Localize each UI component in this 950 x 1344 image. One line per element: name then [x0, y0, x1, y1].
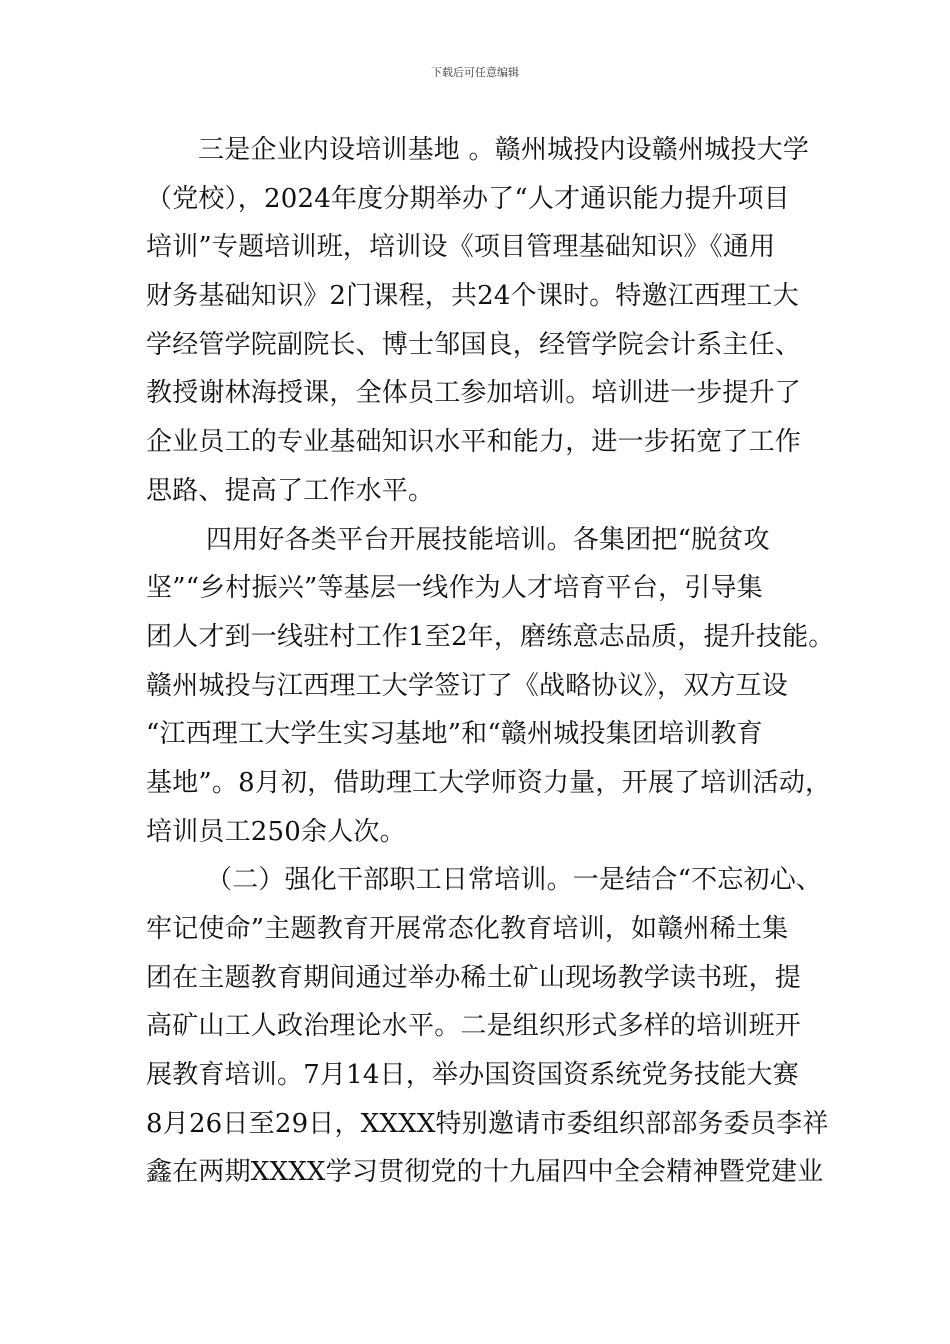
- text-line: 四用好各类平台开展技能培训。各集团把“脱贫攻: [206, 524, 770, 555]
- text-line: 培训”专题培训班，培训设《项目管理基础知识》《通用: [146, 232, 776, 263]
- text-line: 展教育培训。7月14日，举办国资国资系统党务技能大赛: [146, 1060, 799, 1091]
- text-line: 教授谢林海授课，全体员工参加培训。培训进一步提升了: [146, 378, 802, 409]
- text-line: 团人才到一线驻村工作1至2年，磨练意志品质，提升技能。: [146, 621, 835, 652]
- text-line: 团在主题教育期间通过举办稀土矿山现场教学读书班，提: [146, 962, 802, 993]
- text-line: 鑫在两期XXXX学习贯彻党的十九届四中全会精神暨党建业: [146, 1157, 824, 1188]
- text-line: 三是企业内设培训基地 。赣州城投内设赣州城投大学: [198, 135, 810, 165]
- text-line: 坚”“乡村振兴”等基层一线作为人才培育平台，引导集: [146, 573, 763, 604]
- text-line: 基地”。8月初，借助理工大学师资力量，开展了培训活动，: [146, 767, 832, 798]
- page-header: 下载后可任意编辑: [431, 66, 519, 79]
- text-line: 8月26日至29日，XXXX特别邀请市委组织部部务委员李祥: [146, 1108, 829, 1139]
- text-line: 高矿山工人政治理论水平。二是组织形式多样的培训班开: [146, 1011, 802, 1042]
- text-line: 牢记使命”主题教育开展常态化教育培训，如赣州稀土集: [146, 914, 789, 944]
- text-line: 学经管学院副院长、博士邹国良，经管学院会计系主任、: [146, 329, 802, 360]
- text-line: 企业员工的专业基础知识水平和能力，进一步拓宽了工作: [146, 427, 802, 458]
- text-line: “江西理工大学生实习基地”和“赣州城投集团培训教育: [146, 719, 763, 750]
- text-line: 培训员工250余人次。: [146, 816, 406, 847]
- text-line: 财务基础知识》2门课程，共24个课时。特邀江西理工大: [146, 281, 799, 312]
- document-body: [146, 126, 835, 1197]
- text-line: （二）强化干部职工日常培训。一是结合“不忘初心、: [206, 865, 823, 896]
- text-line: 赣州城投与江西理工大学签订了《战略协议》，双方互设: [146, 670, 789, 701]
- text-line: 思路、提高了工作水平。: [146, 475, 435, 506]
- text-line: （党校），2024年度分期举办了“人才通识能力提升项目: [146, 183, 790, 214]
